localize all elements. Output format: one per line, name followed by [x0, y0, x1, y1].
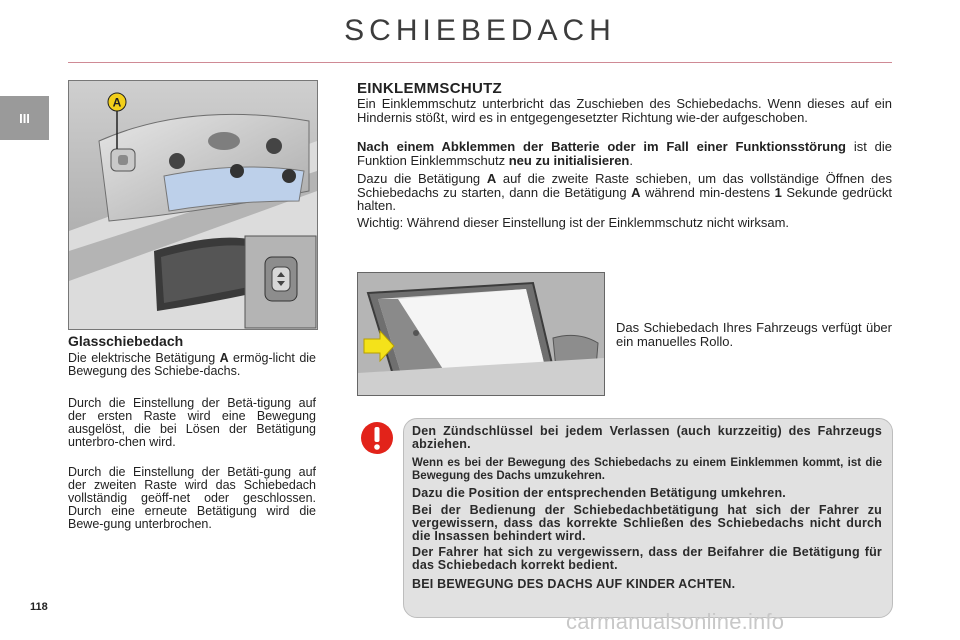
warning-text-3: Dazu die Position der entsprechenden Betätigung umkehren.: [412, 486, 786, 500]
rollo-description: Das Schiebedach Ihres Fahrzeugs verfügt über ein manuelles Rollo.: [616, 320, 892, 349]
text: .: [629, 152, 633, 168]
warning-text-5: Der Fahrer hat sich zu vergewissern, dass der Beifahrer die Betätigung für das Schiebedach korrekt bedient.: [412, 545, 882, 572]
title-divider: [68, 62, 892, 63]
text: Die elektrische Betätigung: [68, 351, 220, 365]
left-paragraph-3: Durch die Einstellung der Betäti-gung auf der zweiten Raste wird das Schiebedach vollständig geöff-net oder geschlossen. Durch eine erneute Betätigung wird die Bewe-gung unterbrochen.: [68, 465, 316, 531]
sunroof-illustration: [358, 273, 604, 395]
watermark: carmanualsonline.info: [566, 609, 785, 634]
roof-console-photo: [68, 80, 318, 330]
text: ermög-licht die Bewegung des Schiebe-dachs.: [68, 351, 316, 378]
warning-text-6: BEI BEWEGUNG DES DACHS AUF KINDER ACHTEN.: [412, 577, 736, 591]
sunroof-photo: [357, 272, 605, 396]
text: während min-destens: [640, 184, 775, 200]
section-heading-glasschiebedach: Glasschiebedach: [68, 333, 184, 349]
warning-text-1: Den Zündschlüssel bei jedem Verlassen (auch kurzzeitig) des Fahrzeugs abziehen.: [412, 424, 882, 451]
page-number: 118: [30, 601, 48, 613]
right-paragraph-2: [357, 140, 892, 167]
text: Nach einem Abklemmen der Batterie oder im Fall einer Funktionsstörung: [357, 139, 846, 154]
warning-text-2: Wenn es bei der Bewegung des Schiebedachs zu einem Einklemmen kommt, ist die Bewegung des Dachs umzukehren.: [412, 457, 882, 482]
section-heading-einklemmschutz: EINKLEMMSCHUTZ: [357, 80, 503, 97]
control-label: A: [486, 171, 497, 186]
text: 1: [774, 184, 782, 200]
right-paragraph-4: Wichtig: Während dieser Einstellung ist der Einklemmschutz nicht wirksam.: [357, 215, 790, 230]
left-paragraph-1: [68, 352, 316, 378]
warning-text-4: Bei der Bedienung der Schiebedachbetätigung hat sich der Fahrer zu vergewissern, dass das korrekte Schließen des Schiebedachs nicht durch die Insassen behindert wird.: [412, 503, 882, 543]
text: Dazu die Betätigung: [357, 171, 487, 186]
text: ist die Funktion Einklemmschutz: [357, 139, 892, 168]
right-paragraph-1: Ein Einklemmschutz unterbricht das Zuschieben des Schiebedachs. Wenn dieses auf ein Hindernis stößt, wird es in entgegengesetzter Richtung wie-der aufgeschoben.: [357, 96, 892, 125]
right-paragraph-3: [357, 172, 892, 213]
left-paragraph-2: Durch die Einstellung der Betä-tigung auf der ersten Raste wird eine Bewegung ausgelöst, die bei Lösen der Betätigung unterbro-chen wird.: [68, 396, 316, 449]
control-label: A: [631, 184, 641, 200]
text: neu zu initialisieren: [508, 152, 630, 168]
callout-a-label: A: [112, 95, 122, 110]
control-label: A: [219, 351, 229, 365]
warning-exclamation-icon: [360, 421, 394, 455]
page-title: SCHIEBEDACH: [344, 14, 616, 47]
text: Sekunde gedrückt halten.: [357, 184, 893, 213]
text: auf die zweite Raste schieben, um das vollständige Öffnen des Schiebedachs zu starten, dann die Betätigung: [357, 171, 892, 200]
roof-console-illustration: [69, 81, 317, 329]
chapter-tab[interactable]: III: [0, 96, 49, 140]
